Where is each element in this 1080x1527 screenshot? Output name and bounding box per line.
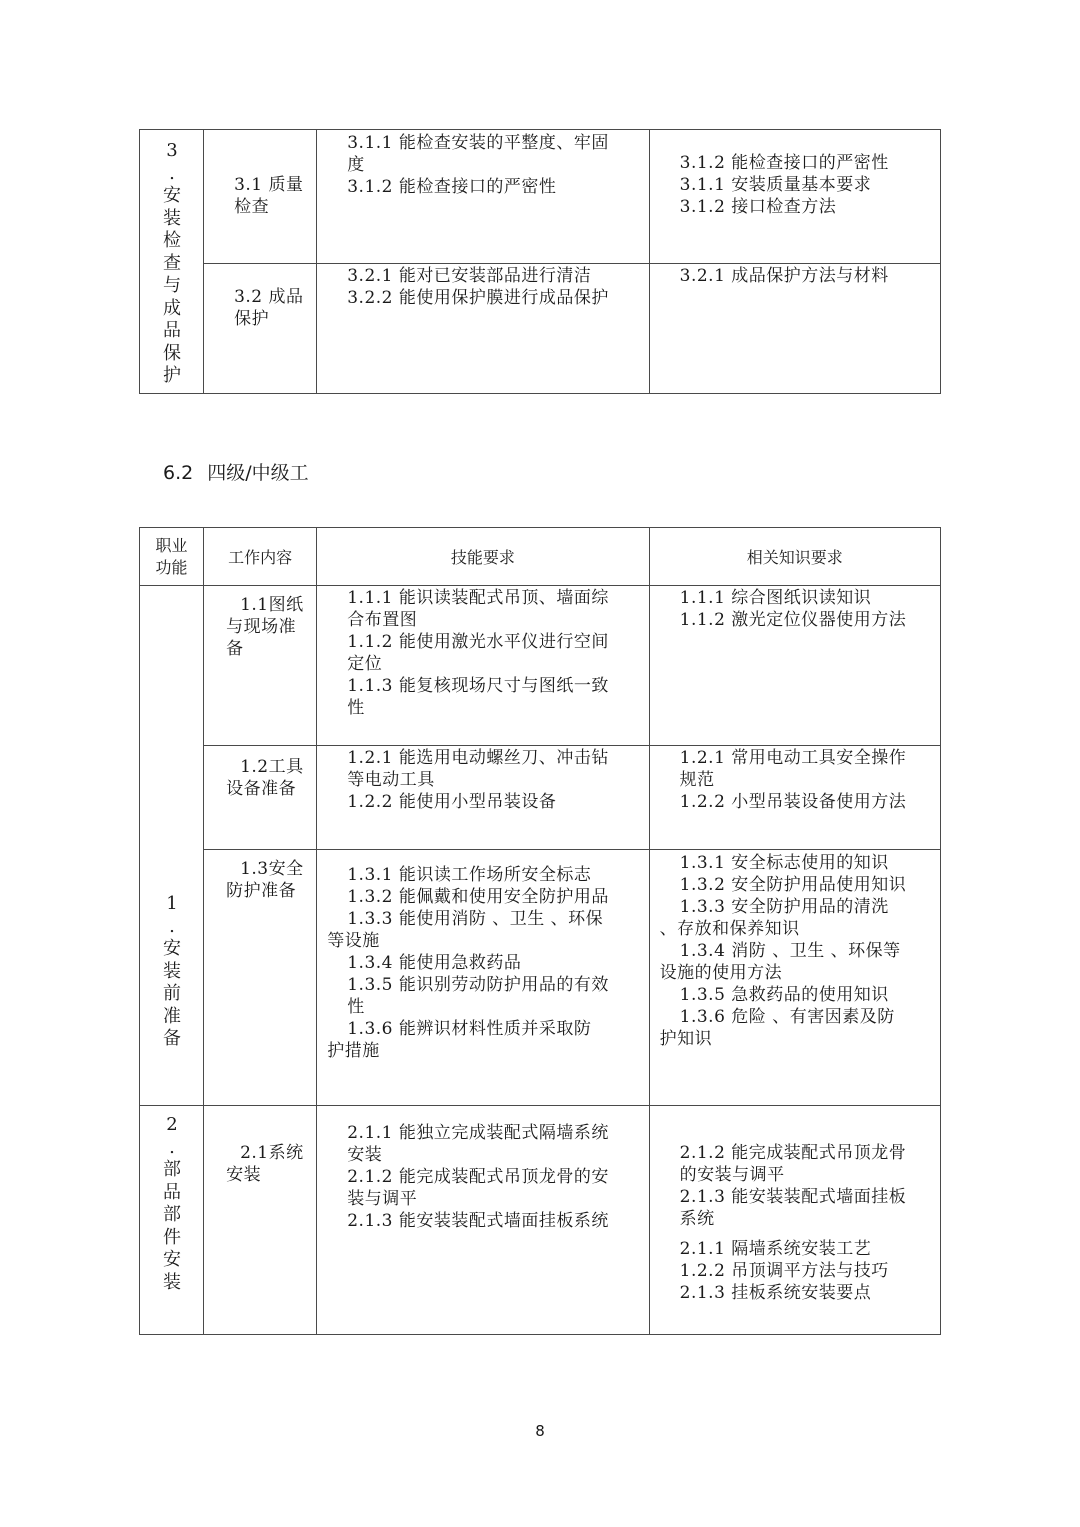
function-label: 3 . 安 装 检 查 与 成 品 保 护 <box>163 140 181 386</box>
skills-cell: 1.3.1 能识读工作场所安全标志 1.3.2 能佩戴和使用安全防护用品 1.3.3 能使用消防 、卫生 、环保 等设施 1.3.4 能使用急救药品 1.3.5 能识别劳动防护用品的有效 性 1.3.6 能辨识材料性质并采取防 护措施 <box>317 850 649 1106</box>
header-knowledge: 相关知识要求 <box>649 528 940 586</box>
skills-cell: 1.1.1 能识读装配式吊顶、墙面综 合布置图 1.1.2 能使用激光水平仪进行空间 定位 1.1.3 能复核现场尺寸与图纸一致 性 <box>317 586 649 746</box>
function-label: 2 . 部 品 部 件 安 装 <box>163 1114 181 1293</box>
function-cell <box>140 130 204 394</box>
content-cell: 1.2工具 设备准备 <box>204 746 317 850</box>
content-cell: 3.1 质量 检查 <box>204 130 317 264</box>
skills-cell: 3.2.1 能对已安装部品进行清洁 3.2.2 能使用保护膜进行成品保护 <box>317 264 649 394</box>
knowledge-cell: 1.2.1 常用电动工具安全操作 规范 1.2.2 小型吊装设备使用方法 <box>649 746 940 850</box>
skills-table <box>139 527 941 1335</box>
header-content: 工作内容 <box>204 528 317 586</box>
content-cell: 1.3安全 防护准备 <box>204 850 317 1106</box>
knowledge-cell: 2.1.2 能完成装配式吊顶龙骨 的安装与调平 2.1.3 能安装装配式墙面挂板 系统 2.1.1 隔墙系统安装工艺 1.2.2 吊顶调平方法与技巧 2.1.3 挂板系统安装要点 <box>649 1106 940 1335</box>
header-function: 职业 功能 <box>140 528 204 586</box>
section-number: 6.2 <box>163 462 194 484</box>
table-row <box>140 850 941 1106</box>
table-row <box>140 1106 941 1335</box>
function-cell <box>140 586 204 1106</box>
function-cell <box>140 1106 204 1335</box>
skills-cell: 3.1.1 能检查安装的平整度、牢固 度 3.1.2 能检查接口的严密性 <box>317 130 649 264</box>
content-cell: 1.1图纸 与现场准 备 <box>204 586 317 746</box>
content-cell: 2.1系统 安装 <box>204 1106 317 1335</box>
header-skills: 技能要求 <box>317 528 649 586</box>
table-continued <box>139 129 941 394</box>
table-row <box>140 586 941 746</box>
table-row <box>140 746 941 850</box>
knowledge-cell: 3.2.1 成品保护方法与材料 <box>649 264 940 394</box>
section-title: 四级/中级工 <box>207 462 309 484</box>
skills-cell: 2.1.1 能独立完成装配式隔墙系统 安装 2.1.2 能完成装配式吊顶龙骨的安 装与调平 2.1.3 能安装装配式墙面挂板系统 <box>317 1106 649 1335</box>
knowledge-cell: 1.1.1 综合图纸识读知识 1.1.2 激光定位仪器使用方法 <box>649 586 940 746</box>
content-cell: 3.2 成品 保护 <box>204 264 317 394</box>
page-number: 8 <box>535 1422 545 1440</box>
function-label: 1 . 安 装 前 准 备 <box>163 893 181 1049</box>
header-row <box>140 528 941 586</box>
skills-cell: 1.2.1 能选用电动螺丝刀、冲击钻 等电动工具 1.2.2 能使用小型吊装设备 <box>317 746 649 850</box>
knowledge-cell: 1.3.1 安全标志使用的知识 1.3.2 安全防护用品使用知识 1.3.3 安全防护用品的清洗 、存放和保养知识 1.3.4 消防 、卫生 、环保等 设施的使用方法 1.3.5 急救药品的使用知识 1.3.6 危险 、有害因素及防 护知识 <box>649 850 940 1106</box>
knowledge-cell: 3.1.2 能检查接口的严密性 3.1.1 安装质量基本要求 3.1.2 接口检查方法 <box>649 130 940 264</box>
section-heading <box>163 458 309 485</box>
